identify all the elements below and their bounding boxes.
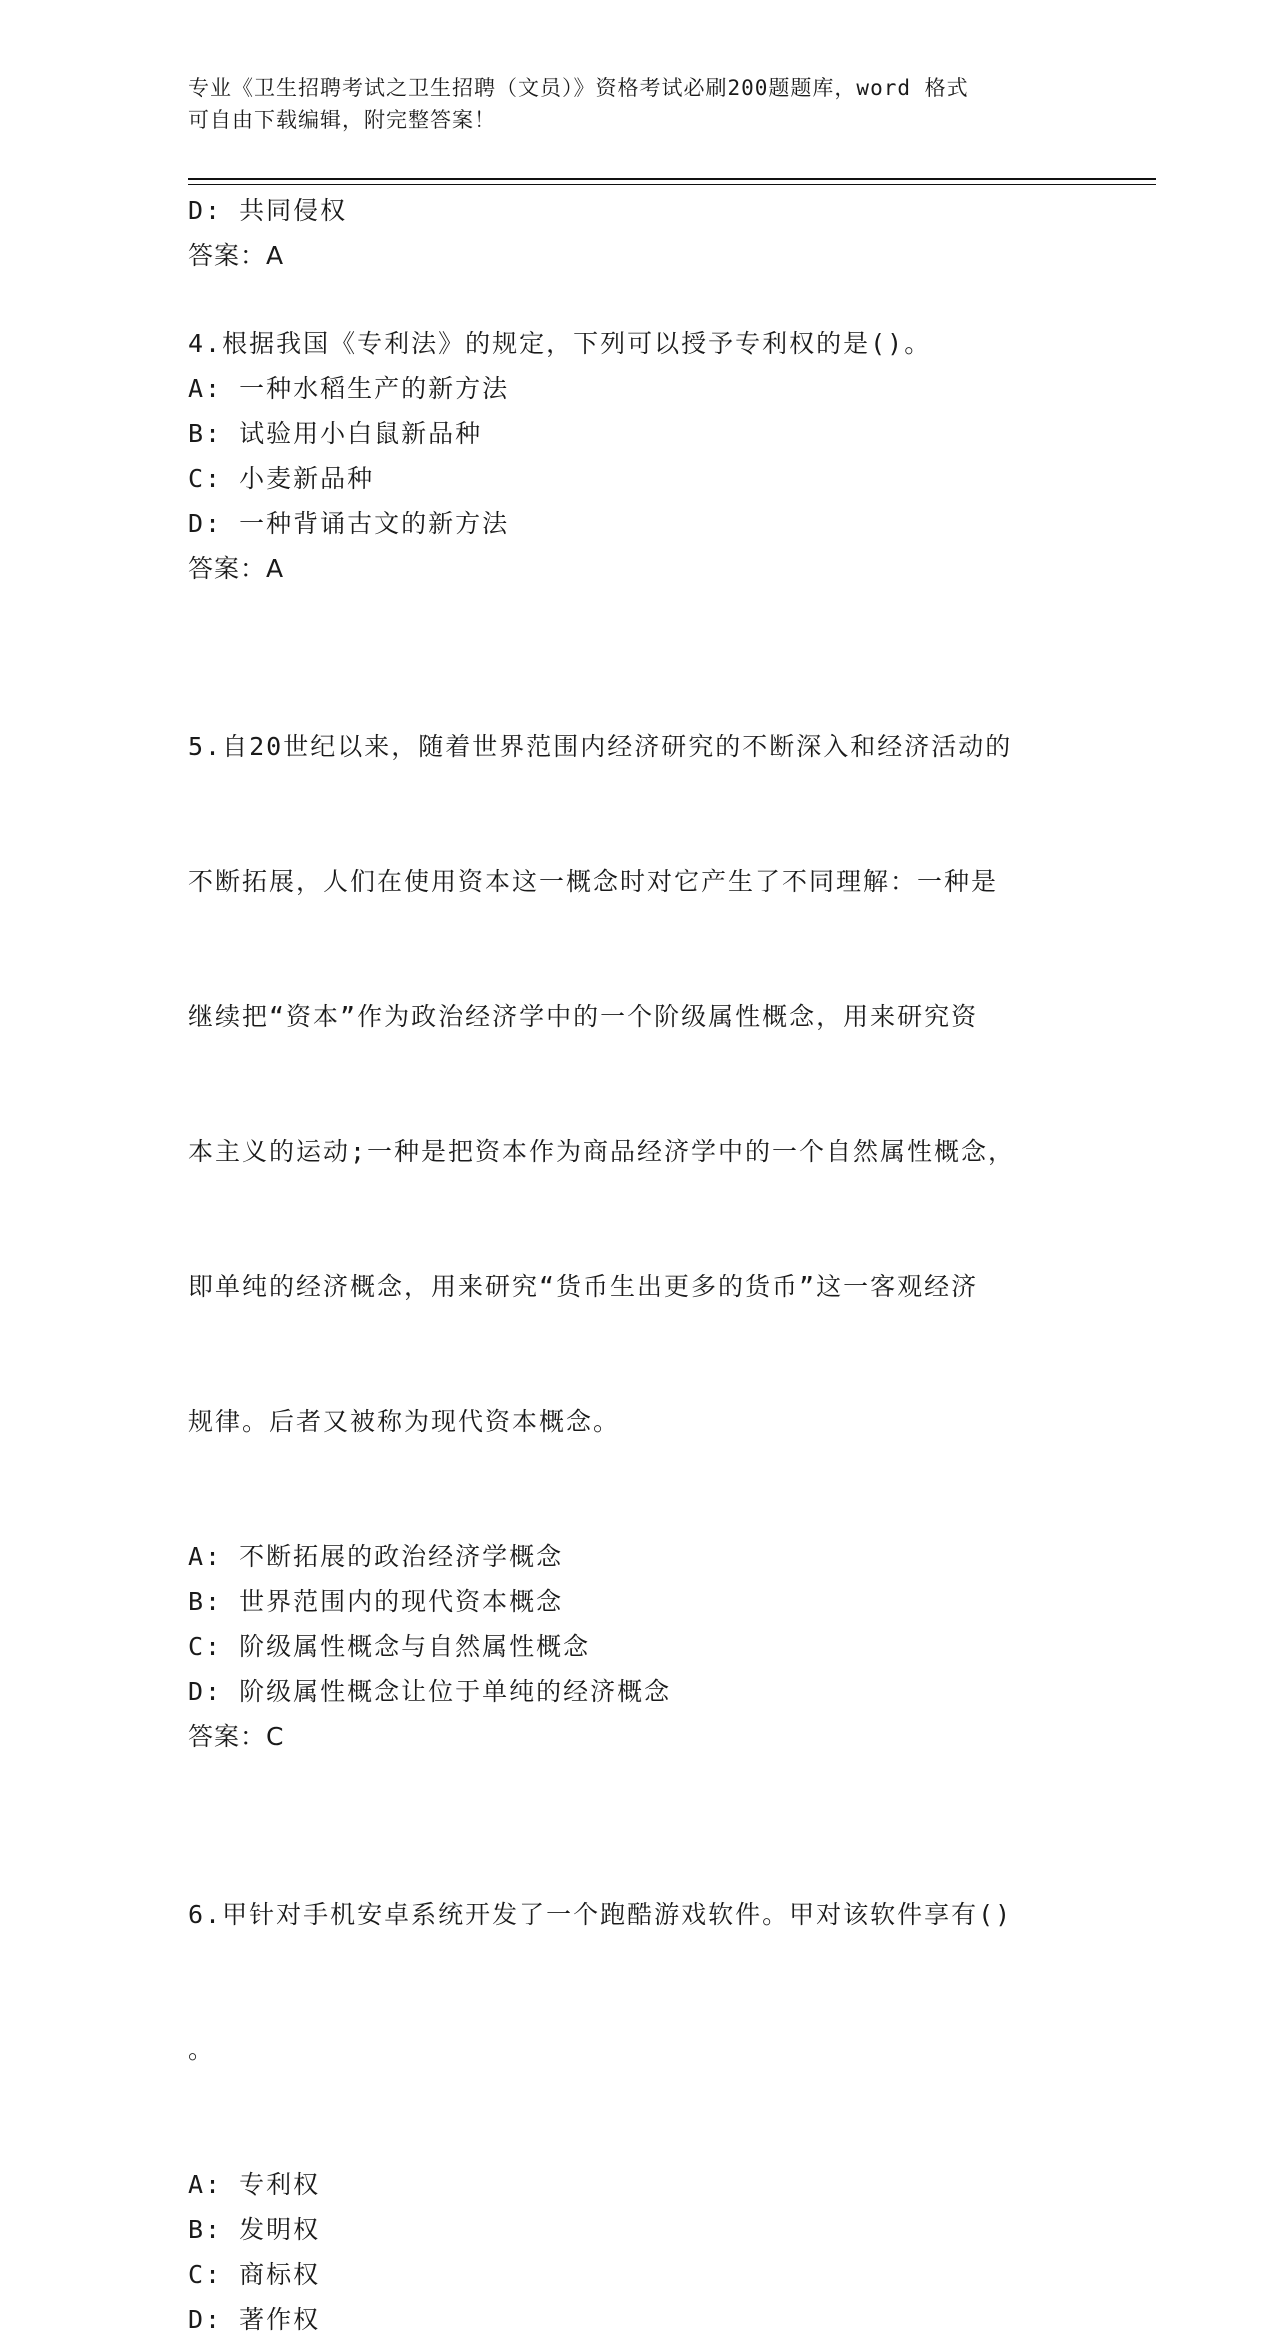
document-header xyxy=(188,72,1068,136)
answer-line: 答案：A xyxy=(188,554,285,583)
question-4 xyxy=(188,321,1088,591)
spacer xyxy=(188,591,1088,634)
option-a: A: 不断拓展的政治经济学概念 xyxy=(188,1542,564,1571)
header-rule-thin xyxy=(188,184,1156,185)
stem-line: 继续把“资本”作为政治经济学中的一个阶级属性概念，用来研究资 xyxy=(188,1002,979,1031)
question-list xyxy=(188,188,1088,2342)
question-stem xyxy=(188,634,1088,1534)
option-d: D: 共同侵权 xyxy=(188,196,348,225)
header-rule-thick xyxy=(188,178,1156,180)
question-stem xyxy=(188,1802,1088,2162)
option-b: B: 发明权 xyxy=(188,2215,321,2244)
stem-line: 不断拓展，人们在使用资本这一概念时对它产生了不同理解：一种是 xyxy=(188,867,999,896)
option-d: D: 著作权 xyxy=(188,2305,321,2334)
question-6 xyxy=(188,1802,1088,2342)
option-d: D: 阶级属性概念让位于单纯的经济概念 xyxy=(188,1677,672,1706)
option-a: A: 专利权 xyxy=(188,2170,321,2199)
header-line-2: 可自由下载编辑，附完整答案！ xyxy=(188,108,496,132)
header-line-1: 专业《卫生招聘考试之卫生招聘（文员）》资格考试必刷200题题库，word 格式 xyxy=(188,76,969,100)
spacer xyxy=(188,278,1088,321)
stem-line: 规律。后者又被称为现代资本概念。 xyxy=(188,1407,621,1436)
answer-line: 答案：A xyxy=(188,241,285,270)
stem-line: 6.甲针对手机安卓系统开发了一个跑酷游戏软件。甲对该软件享有() xyxy=(188,1900,1013,1929)
answer-line: 答案：C xyxy=(188,1722,285,1751)
option-c: C: 阶级属性概念与自然属性概念 xyxy=(188,1632,591,1661)
option-b: B: 世界范围内的现代资本概念 xyxy=(188,1587,564,1616)
stem-line: 即单纯的经济概念，用来研究“货币生出更多的货币”这一客观经济 xyxy=(188,1272,979,1301)
option-b: B: 试验用小白鼠新品种 xyxy=(188,419,483,448)
option-c: C: 商标权 xyxy=(188,2260,321,2289)
stem-line: 5.自20世纪以来，随着世界范围内经济研究的不断深入和经济活动的 xyxy=(188,732,1013,761)
stem-line: 本主义的运动;一种是把资本作为商品经济学中的一个自然属性概念， xyxy=(188,1137,1016,1166)
option-d: D: 一种背诵古文的新方法 xyxy=(188,509,510,538)
question-3-tail xyxy=(188,188,1088,278)
question-5 xyxy=(188,634,1088,1759)
spacer xyxy=(188,1759,1088,1802)
option-c: C: 小麦新品种 xyxy=(188,464,375,493)
question-stem: 4.根据我国《专利法》的规定，下列可以授予专利权的是()。 xyxy=(188,329,932,358)
stem-line: 。 xyxy=(188,2035,216,2064)
option-a: A: 一种水稻生产的新方法 xyxy=(188,374,510,403)
